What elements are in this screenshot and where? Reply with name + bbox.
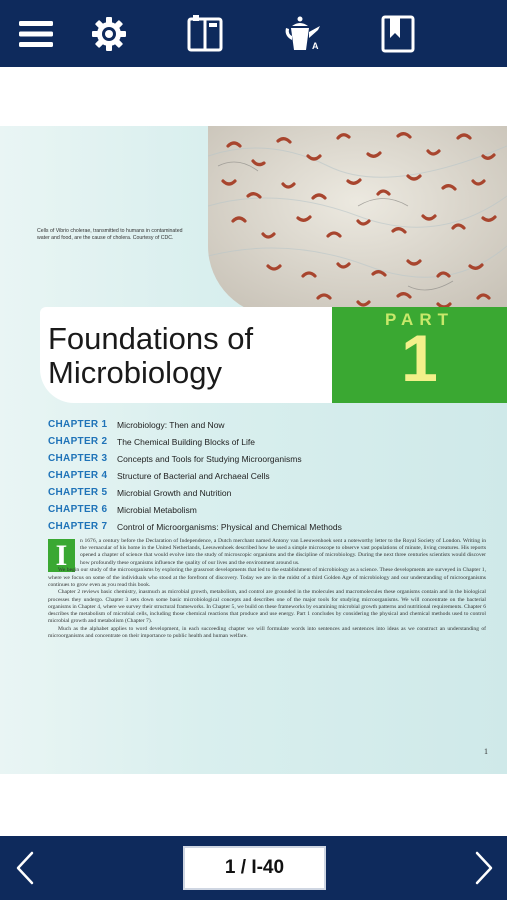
vibrio-photo xyxy=(208,126,507,316)
gear-icon xyxy=(90,15,128,53)
chevron-right-icon xyxy=(465,850,501,886)
intro-text xyxy=(48,538,486,641)
top-toolbar xyxy=(0,0,507,67)
chapter-label: CHAPTER 6 xyxy=(48,504,108,515)
paragraph: Chapter 2 reviews basic chemistry, inasmuch as microbial growth, metabolism, and control are grounded in the molecules and macromolecules these organisms contain and in the biological processes they undergo. Chapter 3 sets down some basic microbiological concepts and describes one of the major tools for studying microorganisms. We will concentrate on the bacterial organisms in Chapter 4, where we survey their structural frameworks. In Chapter 5, we build on these frameworks by examining microbial growth patterns and nutritional requirements. Chapter 6 describes the metabolism of microbial cells, including those chemical reactions that produce and use energy. Part 1 concludes by considering the physical and chemical methods used to control microbial growth and metabolism (Chapter 7). xyxy=(48,589,486,625)
part-number: 1 xyxy=(401,321,438,395)
chapter-item[interactable] xyxy=(48,484,488,501)
part-word: PART xyxy=(384,310,454,329)
bacteria-image xyxy=(208,126,507,316)
paragraph: n 1676, a century before the Declaration of Independence, a Dutch merchant named Antony van Leeuwenhoek sent a noteworthy letter to the Royal Society of London. Writing in the vernacular of his home in the United Netherlands, Leeuwenhoek described how he used a simple microscope to observe vast populations of minute, living creatures. His reports opened a chapter of science that would evolve into the study of microscopic organisms and the discipline of microbiology. During the next three centuries scientists would discover how profoundly these organisms influence the quality of our lives and the environment around us. xyxy=(80,538,486,566)
chapter-item[interactable] xyxy=(48,467,488,484)
chapter-item[interactable] xyxy=(48,433,488,450)
chapter-item[interactable] xyxy=(48,416,488,433)
menu-icon xyxy=(18,19,54,49)
chevron-left-icon xyxy=(8,850,44,886)
bottom-navbar xyxy=(0,836,507,900)
book-page xyxy=(0,126,507,774)
menu-button[interactable] xyxy=(12,10,60,58)
paragraph: We begin our study of the microorganisms by exploring the grassroot developments that led to the establishment of microbiology as a science. These developments are surveyed in Chapter 1, where we focus on some of the individuals who stood at the forefront of discovery. Today we are in the midst of a third Golden Age of microbiology and our understanding of microorganisms continues to grow even as you read this book. xyxy=(48,567,486,588)
bookmark-button[interactable] xyxy=(374,10,422,58)
page-layout-button[interactable] xyxy=(181,10,229,58)
chapter-label: CHAPTER 5 xyxy=(48,487,108,498)
page-indicator[interactable]: 1 / I-40 xyxy=(183,846,326,890)
next-page-button[interactable] xyxy=(465,850,501,886)
chapter-item[interactable] xyxy=(48,518,488,535)
chapter-label: CHAPTER 3 xyxy=(48,453,108,464)
chapter-label: CHAPTER 4 xyxy=(48,470,108,481)
chapter-title: Microbiology: Then and Now xyxy=(117,419,225,430)
part-title-line2: Microbiology xyxy=(48,355,223,390)
teapot-icon xyxy=(282,14,326,54)
page-layout-icon xyxy=(185,14,225,54)
part-title-line1: Foundations of xyxy=(48,321,254,356)
part-title xyxy=(48,322,328,390)
chapter-item[interactable] xyxy=(48,450,488,467)
page-number: 1 xyxy=(484,747,488,756)
teapot-button[interactable] xyxy=(280,10,328,58)
chapter-title: Microbial Metabolism xyxy=(117,504,197,515)
chapter-item[interactable] xyxy=(48,501,488,518)
bookmark-icon xyxy=(378,14,418,54)
dropcap: I xyxy=(48,539,75,572)
chapter-label: CHAPTER 2 xyxy=(48,436,108,447)
chapter-list xyxy=(48,416,488,535)
previous-page-button[interactable] xyxy=(8,850,44,886)
chapter-label: CHAPTER 7 xyxy=(48,521,108,532)
settings-button[interactable] xyxy=(85,10,133,58)
svg-text:A: A xyxy=(312,41,319,51)
chapter-title: The Chemical Building Blocks of Life xyxy=(117,436,255,447)
chapter-title: Concepts and Tools for Studying Microorganisms xyxy=(117,453,302,464)
chapter-title: Structure of Bacterial and Archaeal Cells xyxy=(117,470,270,481)
paragraph: Much as the alphabet applies to word development, in each succeeding chapter we will formulate words into sentences and sentences into ideas as we construct an understanding of microorganisms and concentrate on their importance to public health and human welfare. xyxy=(48,625,486,640)
chapter-label: CHAPTER 1 xyxy=(48,419,108,430)
chapter-title: Microbial Growth and Nutrition xyxy=(117,487,232,498)
photo-caption: Cells of Vibrio cholerae, transmitted to humans in contaminated water and food, are the cause of cholera. Courtesy of CDC. xyxy=(37,228,183,241)
chapter-title: Control of Microorganisms: Physical and Chemical Methods xyxy=(117,521,342,532)
